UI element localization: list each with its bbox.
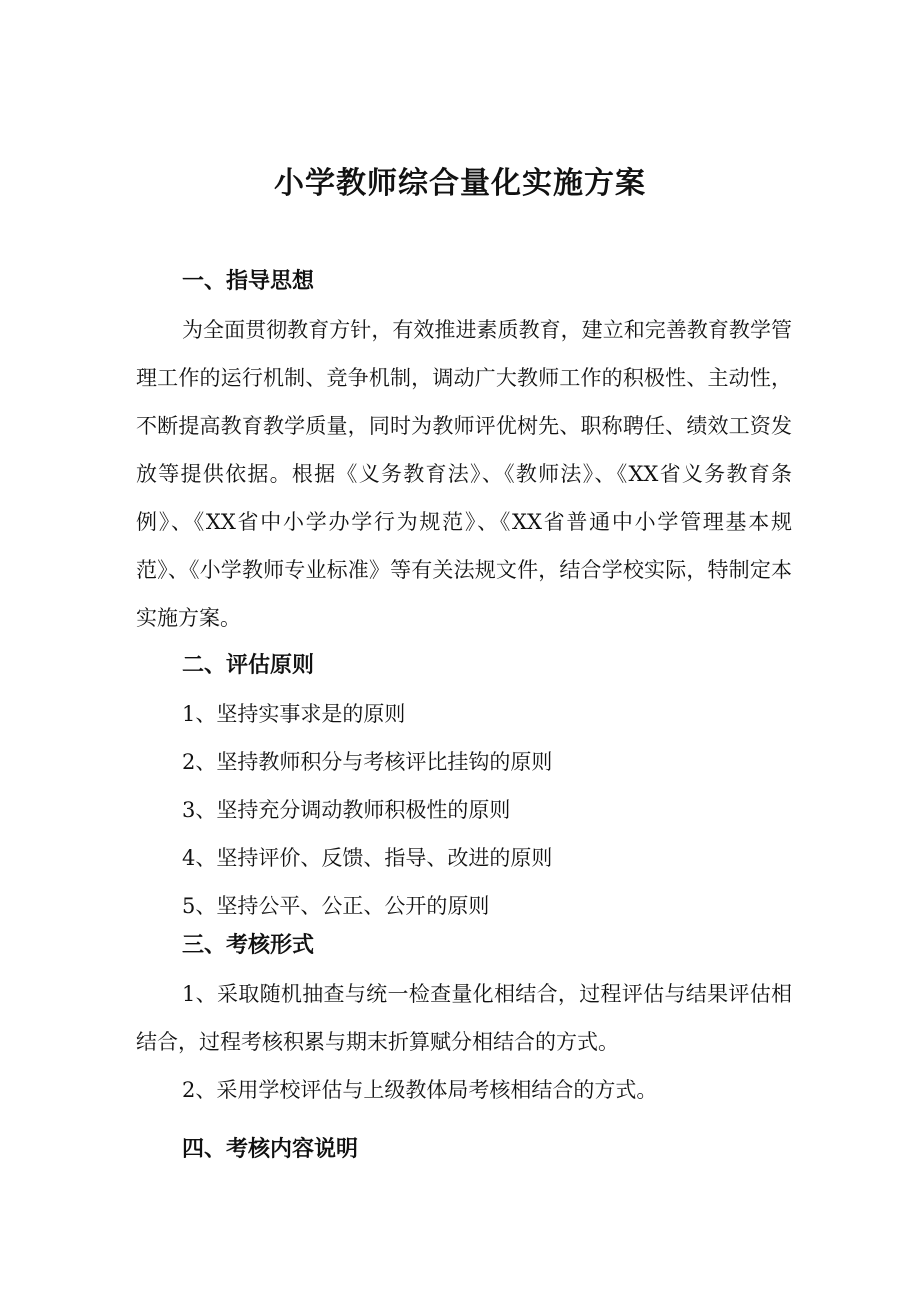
list-item: 4、坚持评价、反馈、指导、改进的原则: [182, 846, 553, 870]
document-body: [136, 266, 792, 1166]
list-item: 1、坚持实事求是的原则: [182, 702, 406, 726]
section-heading-evaluation-principles: 二、评估原则: [182, 653, 315, 678]
section-paragraph: 1、采取随机抽查与统一检查量化相结合，过程评估与结果评估相结合，过程考核积累与期末折算赋分相结合的方式。: [136, 982, 792, 1054]
section-paragraph: 为全面贯彻教育方针，有效推进素质教育，建立和完善教育教学管理工作的运行机制、竞争机制，调动广大教师工作的积极性、主动性，不断提高教育教学质量，同时为教师评优树先、职称聘任、绩效工资发放等提供依据。根据《义务教育法》、《教师法》、《XX省义务教育条例》、《XX省中小学办学行为规范》、《XX省普通中小学管理基本规范》、《小学教师专业标准》等有关法规文件，结合学校实际，特制定本实施方案。: [136, 318, 792, 630]
document-title: 小学教师综合量化实施方案: [274, 166, 646, 201]
section-paragraph: 2、采用学校评估与上级教体局考核相结合的方式。: [182, 1078, 658, 1102]
section-heading-guiding-ideology: 一、指导思想: [182, 269, 315, 294]
list-item: 3、坚持充分调动教师积极性的原则: [182, 798, 511, 822]
list-item: 2、坚持教师积分与考核评比挂钩的原则: [182, 750, 553, 774]
section-heading-assessment-form: 三、考核形式: [182, 933, 315, 958]
list-item: 5、坚持公平、公正、公开的原则: [182, 894, 490, 918]
section-heading-assessment-content: 四、考核内容说明: [182, 1137, 359, 1162]
